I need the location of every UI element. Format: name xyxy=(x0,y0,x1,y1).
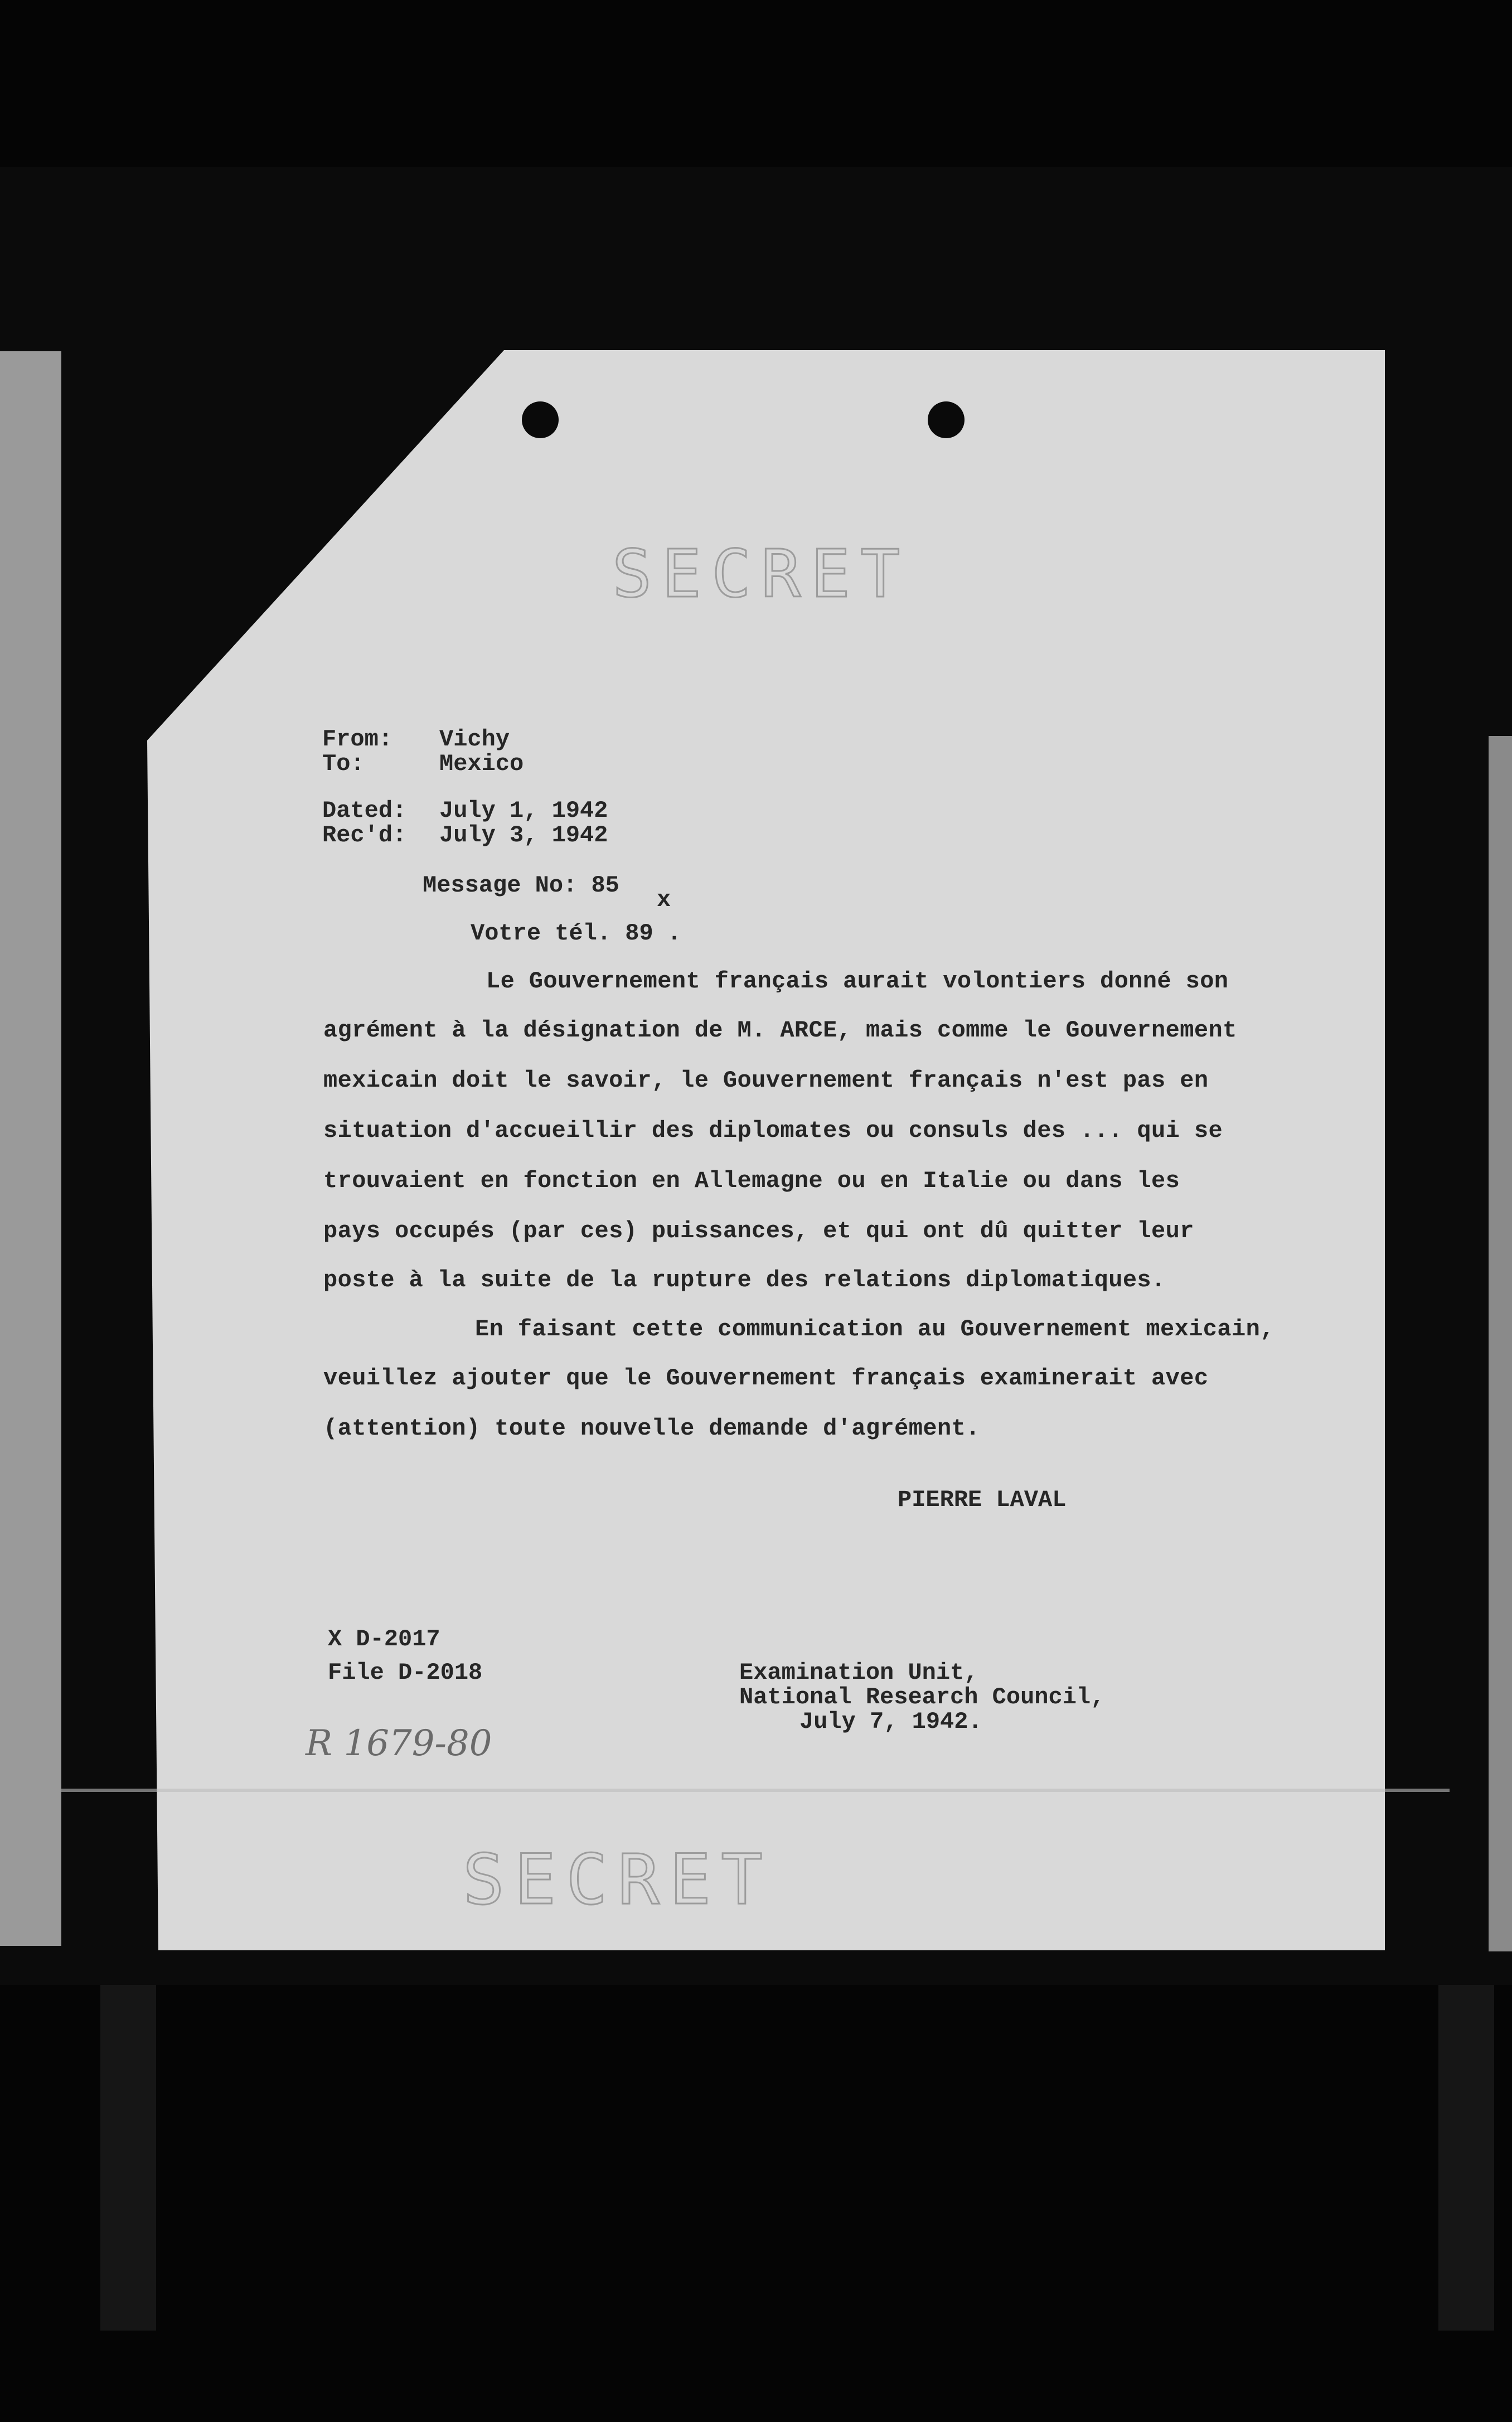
signature: PIERRE LAVAL xyxy=(898,1486,1067,1513)
film-bottom-band xyxy=(0,1985,1512,2422)
film-edge-left xyxy=(100,1985,156,2331)
recd-value: July 3, 1942 xyxy=(439,822,608,849)
scan-line xyxy=(61,1789,1450,1792)
body-line: pays occupés (par ces) puissances, et qui ont dû quitter leur xyxy=(323,1218,1194,1244)
reference-xd: X D-2017 xyxy=(328,1626,440,1653)
message-number: Message No: 85 xyxy=(423,872,619,899)
film-edge-right xyxy=(1438,1985,1494,2331)
telegram-reference: Votre tél. 89 . xyxy=(471,920,682,947)
body-line: trouvaient en fonction en Allemagne ou en Italie ou dans les xyxy=(323,1168,1180,1194)
reference-file: File D-2018 xyxy=(328,1659,483,1686)
left-adjacent-page xyxy=(0,351,61,1946)
to-value: Mexico xyxy=(439,750,524,777)
x-mark: x xyxy=(657,887,671,913)
secret-stamp-bottom: SECRET xyxy=(463,1840,773,1920)
body-line: mexicain doit le savoir, le Gouvernement français n'est pas en xyxy=(323,1067,1209,1094)
research-council: National Research Council, xyxy=(739,1684,1105,1711)
film-top-band xyxy=(0,0,1512,167)
punch-hole-right xyxy=(928,401,965,438)
punch-hole-left xyxy=(522,401,559,438)
unit-date: July 7, 1942. xyxy=(799,1708,982,1735)
handwritten-reference: R 1679-80 xyxy=(306,1723,492,1764)
examination-unit: Examination Unit, xyxy=(739,1659,978,1686)
body-line: En faisant cette communication au Gouvernement mexicain, xyxy=(475,1316,1274,1343)
secret-stamp-top: SECRET xyxy=(612,535,910,612)
body-line: Le Gouvernement français aurait volontiers donné son xyxy=(486,968,1229,995)
dated-label: Dated: xyxy=(322,797,407,824)
from-label: From: xyxy=(322,726,393,753)
body-line: poste à la suite de la rupture des relations diplomatiques. xyxy=(323,1267,1166,1294)
body-line: situation d'accueillir des diplomates ou consuls des ... qui se xyxy=(323,1117,1223,1144)
recd-label: Rec'd: xyxy=(322,822,407,849)
dated-value: July 1, 1942 xyxy=(439,797,608,824)
to-label: To: xyxy=(322,750,365,777)
from-value: Vichy xyxy=(439,726,510,753)
body-line: agrément à la désignation de M. ARCE, mais comme le Gouvernement xyxy=(323,1017,1237,1044)
right-adjacent-page xyxy=(1489,736,1512,1951)
body-line: veuillez ajouter que le Gouvernement français examinerait avec xyxy=(323,1365,1209,1392)
body-line: (attention) toute nouvelle demande d'agrément. xyxy=(323,1415,980,1442)
